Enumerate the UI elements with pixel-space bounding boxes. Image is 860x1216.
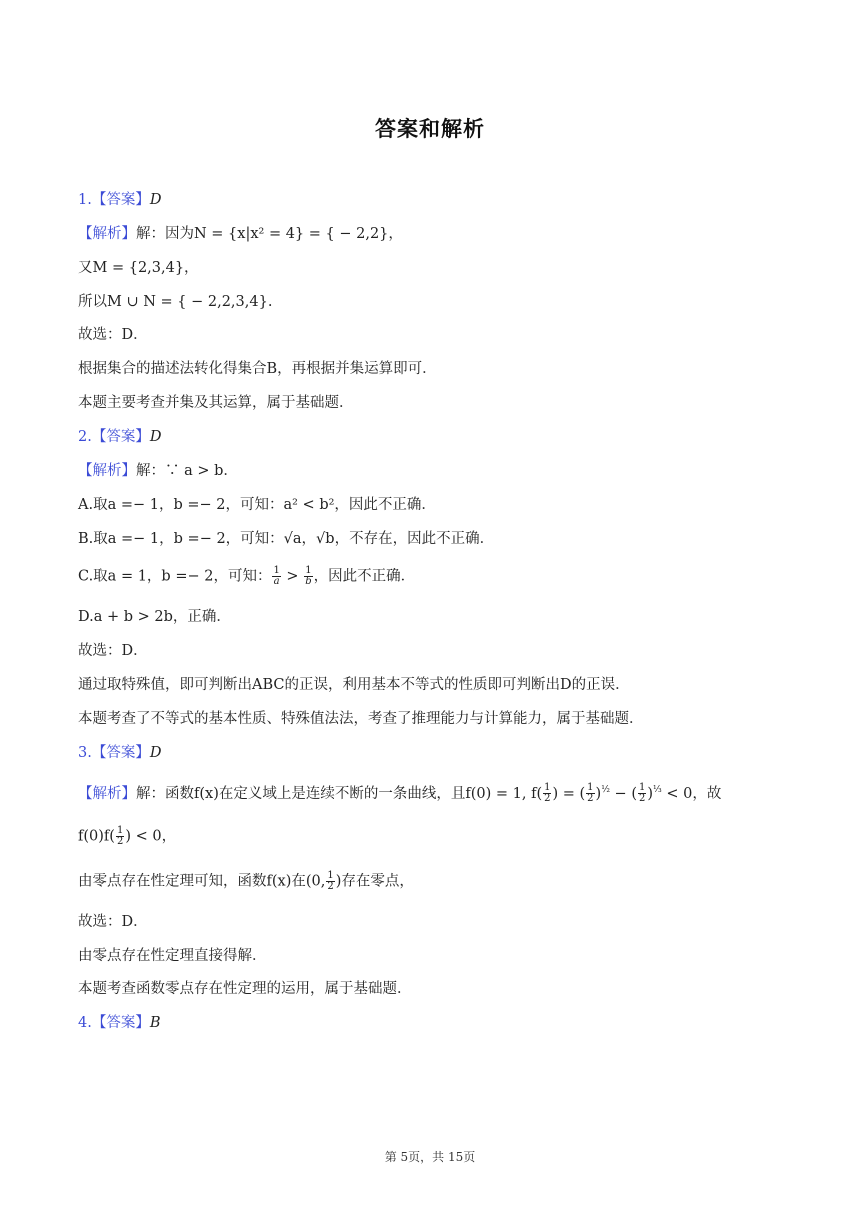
q3-text-2 <box>78 826 176 847</box>
q2-option-a: A.取a =− 1，b =− 2，可知：a² < b²，因此不正确． <box>78 497 436 513</box>
q3-analysis-tag: 【解析】 <box>78 785 136 802</box>
page-title: 答案和解析 <box>375 117 485 141</box>
q1-answer-value: D <box>149 192 162 208</box>
q3-text-4: 故选：D． <box>78 914 148 930</box>
q3-text-2-post: ) < 0， <box>125 828 177 845</box>
q3-answer-value: D <box>149 745 162 761</box>
q1-text-5: 根据集合的描述法转化得集合B，再根据并集运算即可． <box>78 361 437 377</box>
q3-answer-line <box>78 743 161 763</box>
q3-text-3-post: )存在零点， <box>335 873 414 890</box>
q4-answer-tag: 【答案】 <box>91 1015 150 1031</box>
q1-text-4: 故选：D． <box>78 327 148 343</box>
q3-number: 3. <box>78 745 92 761</box>
fraction-1-over-a: $\frac{1}{a}$ <box>273 565 280 587</box>
q1-text-2: 又M = {2,3,4}， <box>78 260 199 276</box>
fraction-half: $\frac{1}{2}$ <box>587 782 594 805</box>
q4-number: 4. <box>78 1015 92 1031</box>
q3-analysis-line: 【解析】解：函数f(x)在定义域上是连续不断的一条曲线，且f(0) = 1, f( $\frac{1}{2}$ ) = ( $\frac{1}{2}$ )$^{\frac{1}{2}}$ − ( $\frac{1}{2}$ )$^{\frac{1}{3}}$ < 0，故 <box>78 782 722 805</box>
fraction-1-over-b: $\frac{1}{b}$ <box>305 565 312 587</box>
q2-text-1: 解：∵ a > b． <box>136 463 238 479</box>
page-footer: 第 5页，共 15页 <box>384 1150 476 1164</box>
q1-answer-tag: 【答案】 <box>91 192 150 208</box>
q2-text-4: 故选：D． <box>78 643 148 659</box>
fraction-half: $\frac{1}{2}$ <box>638 782 646 805</box>
fraction-half: $\frac{1}{2}$ <box>116 825 124 847</box>
q4-answer-value: B <box>149 1015 161 1031</box>
q3-answer-tag: 【答案】 <box>91 745 150 761</box>
fraction-half: $\frac{1}{2}$ <box>544 782 551 805</box>
q1-text-6: 本题主要考查并集及其运算，属于基础题． <box>78 395 354 411</box>
q3-text-6: 本题考查函数零点存在性定理的运用，属于基础题． <box>78 981 412 997</box>
q3-text-1-post: < 0，故 <box>666 785 722 802</box>
q2-option-c-pre: C.取a = 1，b =− 2，可知： <box>78 568 272 585</box>
q2-analysis-tag: 【解析】 <box>78 463 136 479</box>
q1-number: 1. <box>78 192 92 208</box>
q1-analysis-line <box>78 224 403 244</box>
q3-text-1-pre: 解：函数f(x)在定义域上是连续不断的一条曲线，且f(0) = 1, f( <box>136 785 543 802</box>
fraction-half: $\frac{1}{2}$ <box>327 870 334 892</box>
q2-option-c-post: ，因此不正确． <box>313 568 416 585</box>
q3-text-2-pre: f(0)f( <box>78 828 115 845</box>
q3-text-5: 由零点存在性定理直接得解． <box>78 948 267 964</box>
q1-analysis-tag: 【解析】 <box>78 226 136 242</box>
q1-answer-line <box>78 190 161 210</box>
q2-answer-tag: 【答案】 <box>91 429 150 445</box>
q4-answer-line <box>78 1013 161 1033</box>
q2-analysis-line <box>78 461 238 481</box>
q2-option-c: C.取a = 1，b =− 2，可知： $\frac{1}{a}$ > $\frac{1}{b}$ ，因此不正确． <box>78 565 416 587</box>
q2-answer-value: D <box>149 429 162 445</box>
q2-option-b: B.取a =− 1，b =− 2，可知：√a，√b，不存在，因此不正确． <box>78 531 495 547</box>
q3-text-3 <box>78 871 414 892</box>
q2-text-6: 本题考查了不等式的基本性质、特殊值法法，考查了推理能力与计算能力，属于基础题． <box>78 711 644 727</box>
q1-text-1: 解：因为N = {x|x² = 4} = { − 2,2}， <box>136 226 403 242</box>
q2-number: 2. <box>78 429 92 445</box>
q2-text-5: 通过取特殊值，即可判断出ABC的正误，利用基本不等式的性质即可判断出D的正误． <box>78 677 630 693</box>
q3-text-3-pre: 由零点存在性定理可知，函数f(x)在(0, <box>78 873 326 890</box>
q2-answer-line <box>78 427 161 447</box>
q1-text-3: 所以M ∪ N = { − 2,2,3,4}. <box>78 294 273 310</box>
q2-option-d: D.a + b > 2b，正确． <box>78 609 231 625</box>
